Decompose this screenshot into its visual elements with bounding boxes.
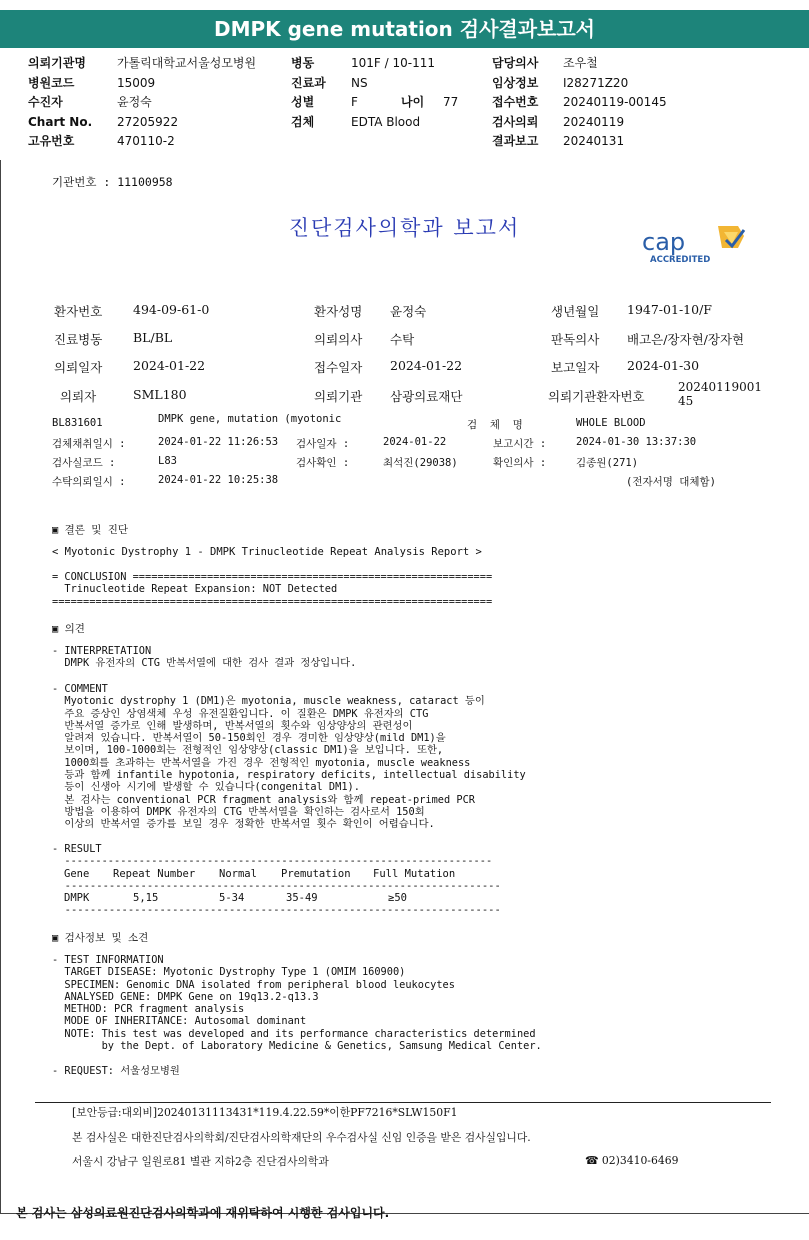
result-rule: ---------------------------------------------------------------------: [52, 904, 501, 916]
summary-label: 수진자: [28, 95, 63, 109]
patient-label: 환자번호: [54, 304, 103, 319]
patient-value: 수탁: [390, 332, 415, 347]
patient-value: BL/BL: [133, 330, 173, 345]
patient-value: 윤정숙: [390, 304, 427, 319]
result-cell: ≥50: [388, 892, 407, 904]
patient-label: 진료병동: [54, 332, 103, 347]
result-col-header: Repeat Number: [113, 868, 196, 880]
summary-label: 접수번호: [492, 95, 539, 109]
patient-value: 배고은/장자현/장자현: [627, 332, 745, 347]
test-code: BL831601: [52, 417, 103, 429]
conclusion-text: Trinucleotide Repeat Expansion: NOT Detected: [52, 583, 338, 596]
meta-label: 검사실코드 :: [52, 457, 116, 469]
comment-line: 등이 신생아 시기에 발생할 수 있습니다(congenital DM1).: [52, 781, 360, 794]
request-line: - REQUEST: 서울성모병원: [52, 1065, 180, 1077]
certification-note: 본 검사실은 대한진단검사의학회/진단검사의학재단의 우수검사실 신임 인증을 받은 검사실입니다.: [72, 1131, 531, 1144]
summary-label: 병동: [291, 56, 315, 70]
summary-value: 20240131: [563, 134, 625, 148]
specimen-value: WHOLE BLOOD: [576, 417, 646, 429]
comment-line: Myotonic dystrophy 1 (DM1)은 myotonia, muscle weakness, cataract 등이: [52, 695, 485, 708]
patient-label: 의뢰기관환자번호: [548, 389, 645, 404]
summary-label: 고유번호: [28, 134, 75, 148]
section-testinfo-heading: ▣ 검사정보 및 소견: [52, 932, 149, 944]
meta-label: 검체채취일시 :: [52, 438, 126, 450]
meta-value: 2024-01-22 10:25:38: [158, 474, 279, 486]
meta-value: 2024-01-22: [383, 436, 447, 448]
comment-line: 이상의 반복서열 증가를 보일 경우 정확한 반복서열 횟수 확인이 어렵습니다.: [52, 818, 435, 831]
result-col-header: Gene: [64, 868, 90, 880]
testinfo-line: SPECIMEN: Genomic DNA isolated from peripheral blood leukocytes: [52, 978, 455, 991]
comment-line: 등과 함께 infantile hypotonia, respiratory deficits, intellectual disability: [52, 769, 526, 782]
testinfo-line: - TEST INFORMATION: [52, 954, 164, 966]
patient-value: 2024-01-30: [627, 358, 700, 373]
meta-value: 최석진(29038): [383, 457, 458, 469]
meta-value: 2024-01-22 11:26:53: [158, 436, 279, 448]
patient-label: 의뢰기관: [314, 389, 363, 404]
patient-label: 생년월일: [551, 304, 600, 319]
report-name: < Myotonic Dystrophy 1 - DMPK Trinucleotide Repeat Analysis Report >: [52, 546, 482, 558]
result-head: - RESULT: [52, 843, 102, 855]
summary-value: 가톨릭대학교서울성모병원: [117, 56, 257, 70]
meta-value: 2024-01-30 13:37:30: [576, 436, 697, 448]
result-cell: 5,15: [133, 892, 159, 904]
summary-label: 검체: [291, 114, 315, 129]
patient-label: 환자성명: [314, 304, 363, 319]
summary-label: 진료과: [291, 75, 326, 90]
section-opinion-heading: ▣ 의견: [52, 623, 85, 635]
interpretation-head: - INTERPRETATION: [52, 645, 152, 657]
summary-value: 27205922: [117, 114, 179, 129]
testinfo-line: by the Dept. of Laboratory Medicine & Genetics, Samsung Medical Center.: [52, 1040, 542, 1053]
result-rule: ---------------------------------------------------------------------: [52, 880, 501, 892]
comment-line: 본 검사는 conventional PCR fragment analysis와 함께 repeat-primed PCR: [52, 793, 475, 806]
patient-value: 2024-01-22: [390, 358, 463, 373]
meta-label: 검사일자 :: [296, 438, 350, 450]
patient-label: 의뢰의사: [314, 332, 363, 347]
meta-value: L83: [158, 455, 177, 467]
result-cell: DMPK: [64, 892, 90, 904]
comment-head: - COMMENT: [52, 683, 108, 695]
summary-label: Chart No.: [28, 114, 93, 129]
conclusion-head: = CONCLUSION ==========================================================: [52, 571, 493, 583]
testinfo-line: METHOD: PCR fragment analysis: [52, 1003, 245, 1016]
report-header-bar: [0, 10, 809, 48]
summary-value: 15009: [117, 75, 156, 90]
comment-line: 방법을 이용하여 DMPK 유전자의 CTG 반복서열을 확인하는 검사로서 150회: [52, 805, 425, 818]
summary-label: 결과보고: [492, 134, 539, 148]
result-col-header: Full Mutation: [373, 868, 456, 880]
summary-value: 20240119: [563, 114, 625, 129]
comment-block: [52, 683, 526, 831]
result-rule: ---------------------------------------------------------------------: [52, 855, 493, 868]
summary-value: 20240119-00145: [563, 95, 667, 109]
report-title: 진단검사의학과 보고서: [288, 216, 521, 240]
conclusion-rule: =======================================================================: [52, 595, 493, 608]
meta-label: 보고시간 :: [493, 438, 547, 450]
comment-line: 보이며, 100-1000회는 전형적인 임상양상(classic DM1)을 보입니다. 또한,: [52, 744, 444, 757]
patient-label: 보고일자: [551, 360, 600, 375]
summary-label: 담당의사: [492, 56, 539, 70]
testinfo-line: MODE OF INHERITANCE: Autosomal dominant: [52, 1015, 307, 1028]
comment-line: 알려져 있습니다. 반복서열이 50-150회인 경우 경미한 임상양상(mild DM1)을: [52, 732, 446, 745]
testinfo-line: TARGET DISEASE: Myotonic Dystrophy Type 1 (OMIM 160900): [52, 966, 406, 979]
security-grade: [보안등급:대외비]20240131113431*119.4.22.59*이한PF7216*SLW150F1: [72, 1106, 458, 1119]
result-block: [52, 843, 492, 868]
lab-phone: ☎ 02)3410-6469: [585, 1154, 679, 1167]
testinfo-line: NOTE: This test was developed and its performance characteristics determined: [52, 1027, 536, 1040]
summary-value: I28271Z20: [563, 75, 629, 90]
summary-value: NS: [351, 75, 368, 90]
patient-value: SML180: [133, 387, 187, 402]
summary-label: 병원코드: [28, 75, 75, 90]
interpretation-block: [52, 645, 356, 670]
meta-value: 김종원(271): [576, 457, 639, 469]
meta-label: 확인의사 :: [493, 457, 547, 469]
lab-address: 서울시 강남구 일원로81 별관 지하2층 진단검사의학과: [72, 1155, 329, 1168]
result-col-header: Normal: [219, 868, 257, 880]
result-col-header: Premutation: [281, 868, 351, 880]
summary-value: 470110-2: [117, 134, 175, 148]
summary-value: EDTA Blood: [351, 114, 421, 129]
result-cell: 5-34: [219, 892, 245, 904]
conclusion-block: [52, 571, 492, 608]
comment-line: 반복서열 증가로 인해 발생하며, 반복서열의 횟수와 임상양상의 관련성이: [52, 719, 413, 732]
cap-logo: [640, 222, 750, 268]
summary-value: 조우철: [563, 56, 598, 70]
patient-value: 삼광의료재단: [390, 389, 463, 404]
report-header-title: DMPK gene mutation 검사결과보고서: [213, 17, 595, 41]
patient-label: 판독의사: [551, 332, 600, 347]
patient-label: 의뢰자: [60, 389, 97, 404]
institution-number: 기관번호 : 11100958: [52, 175, 173, 189]
patient-value: 2024-01-22: [133, 358, 206, 373]
summary-value: 윤정숙: [117, 95, 152, 109]
interpretation-text: DMPK 유전자의 CTG 반복서열에 대한 검사 결과 정상입니다.: [52, 657, 357, 670]
summary-label: 성별: [291, 95, 315, 109]
summary-label: 임상정보: [492, 75, 539, 90]
specimen-label: 검 체 명: [467, 419, 523, 431]
meta-label: 검사확인 :: [296, 457, 350, 469]
comment-line: 1000회를 초과하는 반복서열을 가진 경우 전형적인 myotonia, muscle weakness: [52, 756, 471, 769]
summary-value: F: [351, 95, 358, 109]
patient-value: 494-09-61-0: [133, 302, 210, 317]
summary-value: 77: [443, 95, 459, 109]
summary-label: 의뢰기관명: [28, 56, 86, 70]
comment-line: 주요 증상인 상염색체 우성 유전질환입니다. 이 질환은 DMPK 유전자의 CTG: [52, 707, 429, 720]
section-conclusion-heading: ▣ 결론 및 진단: [52, 524, 129, 536]
patient-label: 의뢰일자: [54, 360, 103, 375]
cap-logo-sub: ACCREDITED: [650, 255, 711, 265]
result-cell: 35-49: [286, 892, 318, 904]
summary-value: 101F / 10-111: [351, 56, 435, 70]
patient-value: 2024011900145: [678, 380, 762, 408]
test-name: DMPK gene, mutation (myotonic: [158, 413, 342, 425]
patient-value: 1947-01-10/F: [627, 302, 712, 317]
patient-label: 접수일자: [314, 360, 363, 375]
summary-label: 검사의뢰: [492, 114, 539, 129]
testinfo-block: [52, 954, 542, 1052]
meta-label: 수탁의뢰일시 :: [52, 476, 126, 488]
esign-note: (전자서명 대체함): [626, 476, 716, 488]
outsourcing-note: 본 검사는 삼성의료원진단검사의학과에 재위탁하여 시행한 검사입니다.: [16, 1206, 390, 1220]
testinfo-line: ANALYSED GENE: DMPK Gene on 19q13.2-q13.3: [52, 990, 319, 1003]
cap-logo-word: cap: [642, 228, 686, 256]
footer-divider: [35, 1102, 771, 1103]
summary-label: 나이: [401, 95, 425, 109]
